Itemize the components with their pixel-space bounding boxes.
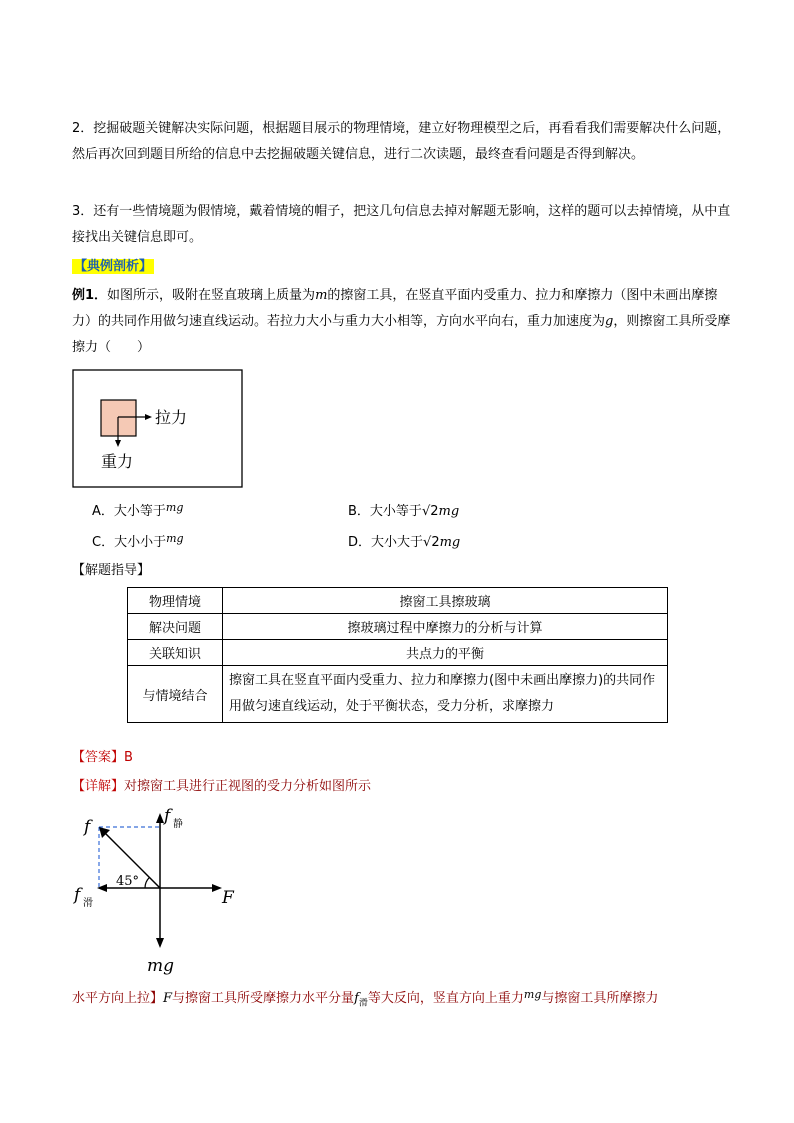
section-heading-text: 【典例剖析】 xyxy=(74,259,153,274)
angle-label: 45° xyxy=(116,874,140,889)
table-key: 与情境结合 xyxy=(128,666,223,723)
force-diagram xyxy=(72,805,252,977)
example-question xyxy=(72,283,732,361)
detail-text: 对擦窗工具进行正视图的受力分析如图所示 xyxy=(124,779,372,794)
pull-label: 拉力 xyxy=(155,408,188,427)
option-a-text: 大小等于 xyxy=(113,504,166,519)
figure-window-cleaner xyxy=(72,369,244,489)
option-d-root: √2 xyxy=(423,535,440,550)
mg-label: mg xyxy=(147,956,175,976)
f-slide-label: f xyxy=(74,885,81,905)
option-b-letter: B． xyxy=(348,504,370,519)
option-d[interactable] xyxy=(348,531,460,550)
mg-arrow-head xyxy=(156,938,164,948)
table-value: 擦玻璃过程中摩擦力的分析与计算 xyxy=(223,614,668,640)
gravity-label: 重力 xyxy=(101,452,134,471)
guide-heading: 【解题指导】 xyxy=(72,563,151,578)
answer-line xyxy=(72,746,133,770)
detail-line xyxy=(72,775,371,799)
example-text-a: 如图所示，吸附在竖直玻璃上质量为 xyxy=(107,288,316,303)
option-b-root: √2 xyxy=(421,504,439,519)
detail-label: 【详解】 xyxy=(72,779,125,794)
table-row xyxy=(128,640,668,666)
guide-table xyxy=(127,587,668,723)
option-a-letter: A． xyxy=(92,504,114,519)
table-value: 擦窗工具在竖直平面内受重力、拉力和摩擦力(图中未画出摩擦力)的共同作用做匀速直线运动，处于平衡状态，受力分析，求摩擦力 xyxy=(223,666,668,723)
table-key: 关联知识 xyxy=(128,640,223,666)
f-slide-sub: 滑 xyxy=(83,898,93,909)
section-heading xyxy=(72,254,154,280)
F-arrow-head xyxy=(212,884,222,892)
f-static-arrow-head xyxy=(156,813,164,823)
analysis-F: F xyxy=(163,991,173,1006)
table-value: 共点力的平衡 xyxy=(223,640,668,666)
paragraph-2: 2．挖掘破题关键解决实际问题，根据题目展示的物理情境，建立好物理模型之后，再看看我们需要解决什么问题，然后再次回到题目所给的信息中去挖掘破题关键信息，进行二次读题，最终查看问题是否得到解决。 xyxy=(72,121,731,162)
example-m: m xyxy=(315,288,328,303)
example-label: 例1． xyxy=(72,288,108,303)
table-row xyxy=(128,666,668,723)
option-a-expr: mg xyxy=(165,501,184,514)
table-value: 擦窗工具擦玻璃 xyxy=(223,588,668,614)
option-c-expr: mg xyxy=(166,532,184,545)
option-d-expr: mg xyxy=(439,535,461,550)
option-b[interactable] xyxy=(348,500,459,519)
answer-label: 【答案】 xyxy=(72,750,125,765)
option-d-text: 大小大于 xyxy=(371,535,424,550)
analysis-part3: 等大反向，竖直方向上重力 xyxy=(367,991,524,1006)
analysis-line xyxy=(72,983,658,1016)
option-c-text: 大小小于 xyxy=(114,535,167,550)
paragraph-3: 3．还有一些情境题为假情境，戴着情境的帽子，把这几句信息去掉对解题无影响，这样的题可以去掉情境，从中直接找出关键信息即可。 xyxy=(72,204,731,245)
F-label: F xyxy=(222,888,234,908)
analysis-part2: 与擦窗工具所受摩擦力水平分量 xyxy=(172,991,355,1006)
analysis-part1: 水平方向上拉】 xyxy=(72,991,164,1006)
f-label: f xyxy=(84,817,91,837)
table-key: 物理情境 xyxy=(128,588,223,614)
example-text-c: ，则擦窗工具所受摩擦力（ ） xyxy=(72,314,731,355)
example-text-b: 的擦窗工具，在竖直平面内受重力、拉力和摩擦力（图中未画出摩擦力）的共同作用做匀速直线运动。若拉力大小与重力大小相等，方向水平向右，重力加速度为 xyxy=(72,288,718,329)
option-b-text: 大小等于 xyxy=(369,504,422,519)
answer-value: B xyxy=(124,750,133,765)
analysis-part4: 与擦窗工具所摩擦力 xyxy=(541,991,659,1006)
option-c-letter: C． xyxy=(92,535,115,550)
option-b-expr: mg xyxy=(438,504,460,519)
table-row xyxy=(128,614,668,640)
option-d-letter: D． xyxy=(348,535,372,550)
option-a[interactable] xyxy=(92,500,183,519)
analysis-f-sub: 滑 xyxy=(358,998,368,1009)
analysis-mg: mg xyxy=(523,988,542,1001)
option-c[interactable] xyxy=(92,531,184,550)
table-row xyxy=(128,588,668,614)
figure-frame xyxy=(73,370,242,487)
f-static-label: f xyxy=(164,806,171,826)
f-static-sub: 静 xyxy=(173,819,183,830)
table-key: 解决问题 xyxy=(128,614,223,640)
angle-arc xyxy=(145,877,149,888)
example-g: g xyxy=(605,314,614,329)
analysis-f: f xyxy=(354,991,359,1006)
